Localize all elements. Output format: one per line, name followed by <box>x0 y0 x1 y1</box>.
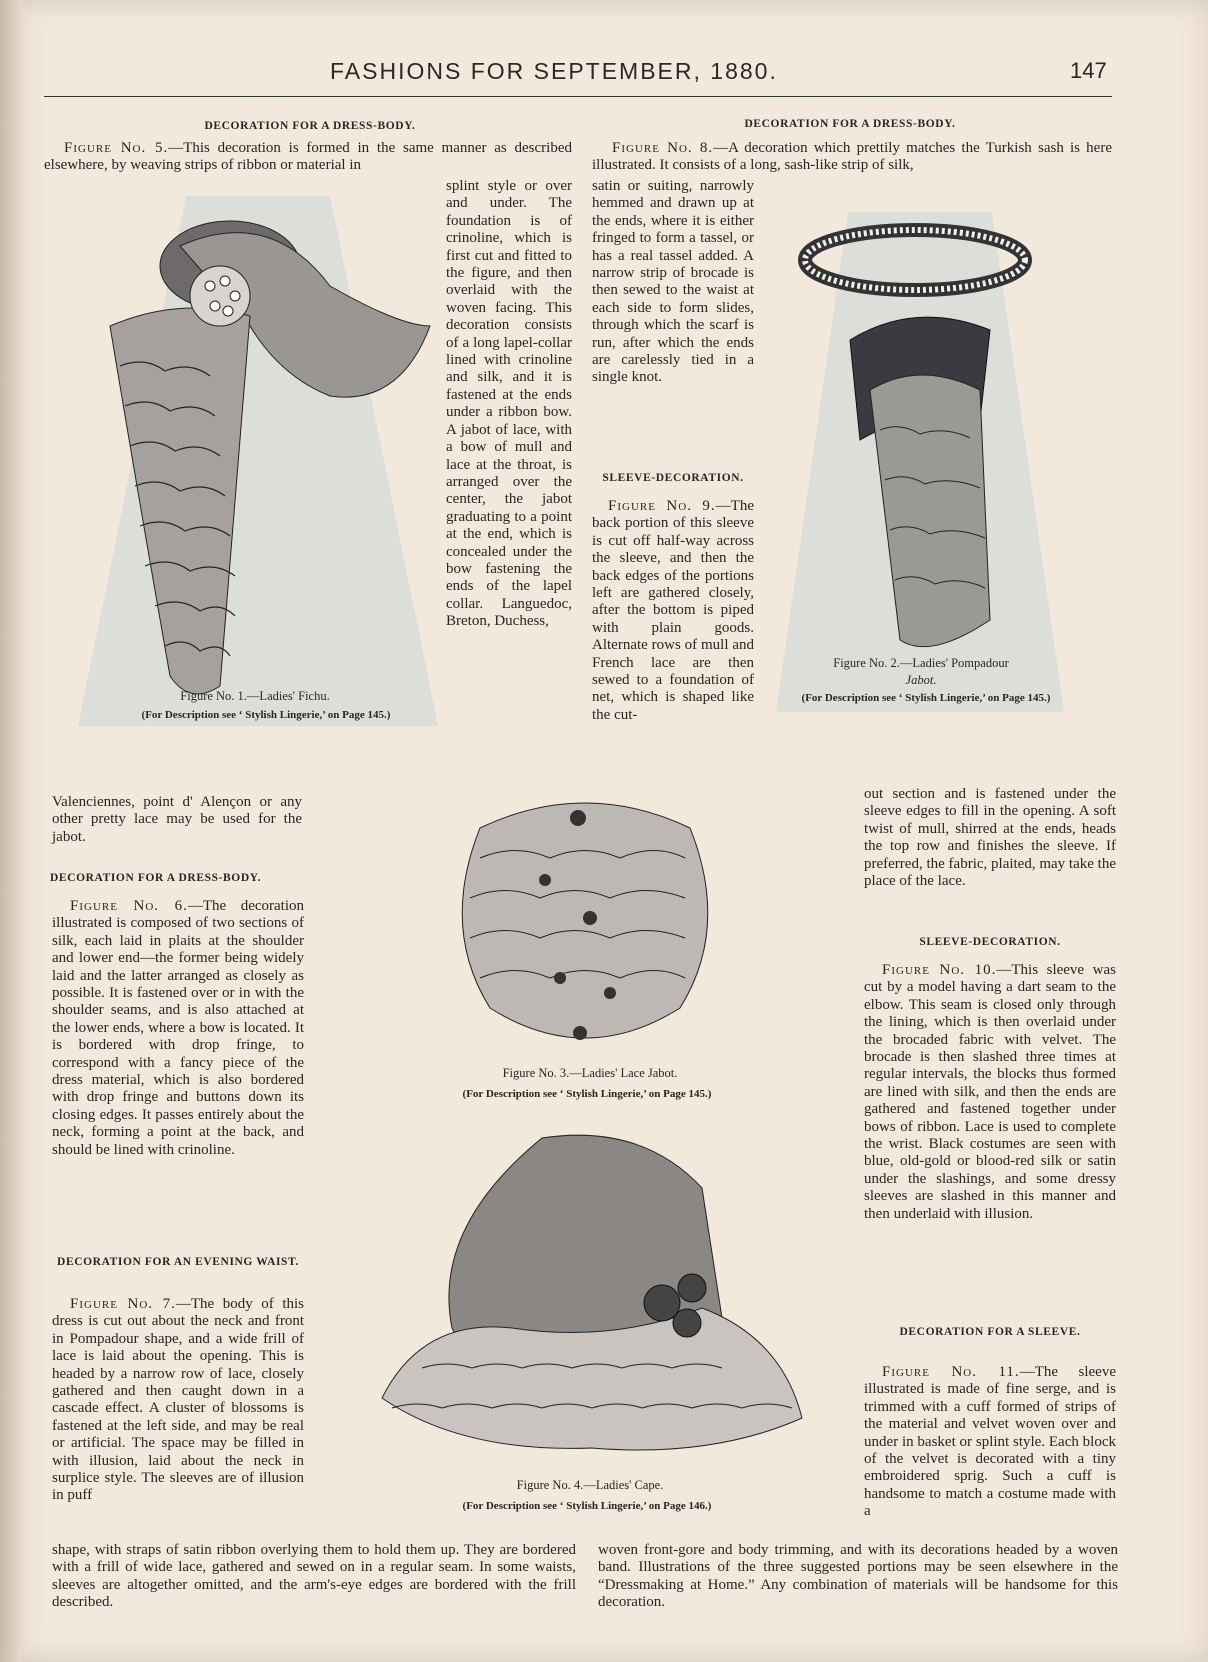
fig7-bottom-text: shape, with straps of satin ribbon overlying them to hold them up. They are bordered with a frill of wide lace, gathered and sewed on in a regular seam. In some waists, sleeves are altogether omitted, and the arm's-eye edges are bordered with the frill described. <box>52 1542 576 1611</box>
fig9-text: Figure No. 9.—The back portion of this sleeve is cut off half-way across the sleeve, and then the back edges of the portions left are gathered closely, after the bottom is piped with plain goods. Alternate rows of mull and French lace are then sewed to a foundation of net, which is shaped like the cut- <box>592 498 754 723</box>
page-header-title: FASHIONS FOR SEPTEMBER, 1880. <box>330 58 778 84</box>
fig2-caption-2: Jabot. <box>905 673 937 687</box>
heading-fig7: DECORATION FOR AN EVENING WAIST. <box>57 1256 299 1268</box>
fig4-note: (For Description see ‘ Stylish Lingerie,’ on Page 146.) <box>462 1500 712 1512</box>
fig5-label: Figure No. 5. <box>64 140 169 156</box>
fig1-note: (For Description see ‘ Stylish Lingerie,’ on Page 145.) <box>141 709 391 721</box>
fig3-caption: Figure No. 3.—Ladies' Lace Jabot. <box>502 1066 678 1080</box>
cape-illustration <box>362 1128 812 1468</box>
fig8-intro: Figure No. 8.—A decoration which prettily matches the Turkish sash is here illustrated. It consists of a long, sash-like strip of silk, <box>592 140 1112 174</box>
pompadour-jabot-illustration <box>790 220 1050 670</box>
page-binding-shadow <box>0 0 22 1662</box>
fig5-continuation: Valenciennes, point d' Alençon or any other pretty lace may be used for the jabot. <box>52 794 302 845</box>
fig11-bottom-text: woven front-gore and body trimming, and with its decorations headed by a woven band. Illustrations of the three suggested portions may be seen elsewhere in the “Dressmaking at Home.” Any combination of materials will be handsome for this decoration. <box>598 1542 1118 1611</box>
fig4-caption: Figure No. 4.—Ladies' Cape. <box>516 1478 664 1492</box>
fig5-body: splint style or over and under. The foundation is of crinoline, which is first cut and fitted to the figure, and then overlaid with the woven facing. This decoration consists of a long lapel-collar lined with crinoline and silk, and it is fastened at the ends under a ribbon bow. A jabot of lace, with a bow of mull and lace at the throat, is arranged over the center, the jabot graduating to a point at the end, which is concealed under the bow fastening the ends of the lapel collar. Languedoc, Breton, Duchess, <box>446 178 572 630</box>
fig10-text: Figure No. 10.—This sleeve was cut by a model having a dart seam to the elbow. This seam is closed only through the lining, which is then overlaid under the brocaded fabric with velvet. The brocade is then slashed three times at regular intervals, the blocks thus formed are lined with silk, and then the ends are gathered and fastened together under bows of ribbon. Lace is used to complete the wrist. Black costumes are seen with blue, old-gold or blood-red silk or satin under the slashings, and some dressy sleeves are slashed in this manner and then underlaid with illusion. <box>864 962 1116 1222</box>
heading-fig6: DECORATION FOR A DRESS-BODY. <box>50 872 262 884</box>
heading-fig10: SLEEVE-DECORATION. <box>919 936 1061 948</box>
fichu-illustration <box>100 206 430 726</box>
fig2-note: (For Description see ‘ Stylish Lingerie,’ on Page 145.) <box>801 692 1051 704</box>
fig5-intro: Figure No. 5.—This decoration is formed in the same manner as described elsewhere, by weaving strips of ribbon or material in <box>44 140 572 174</box>
fig6-text: Figure No. 6.—The decoration illustrated is composed of two sections of silk, each laid in plaits at the shoulder and lower end—the former being widely laid and the latter arranged as closely as possible. It is fastened over or in with the shoulder seams, and is also attached at the lower ends, where a bow is located. It is bordered with drop fringe, to correspond with a fancy piece of the dress material, which is also bordered with drop fringe and buttons down its closing edges. It passes entirely about the neck, forming a point at the back, and should be lined with crinoline. <box>52 898 304 1158</box>
fig11-text: Figure No. 11.—The sleeve illustrated is made of fine serge, and is trimmed with a cuff formed of strips of the material and velvet woven over and under in basket or splint style. Each block of the velvet is decorated with a tiny embroidered sprig. Such a cuff is handsome to match a costume made with a <box>864 1364 1116 1520</box>
fig2-caption: Figure No. 2.—Ladies' Pompadour <box>833 656 1009 670</box>
lace-jabot-illustration <box>440 788 730 1058</box>
fig1-caption: Figure No. 1.—Ladies' Fichu. <box>180 689 330 703</box>
fig8-body: satin or suiting, narrowly hemmed and drawn up at the ends, where it is either fringed to form a tassel, or has a real tassel added. A narrow strip of brocade is then sewed to the waist at each side to form slides, through which the scarf is run, after which the ends are carelessly tied in a single knot. <box>592 178 754 386</box>
heading-fig9: SLEEVE-DECORATION. <box>602 472 744 484</box>
heading-fig5: DECORATION FOR A DRESS-BODY. <box>204 120 416 132</box>
heading-fig11: DECORATION FOR A SLEEVE. <box>899 1326 1081 1338</box>
page-number: 147 <box>1070 58 1107 83</box>
fig8-label: Figure No. 8. <box>612 140 714 156</box>
fig7-text: Figure No. 7.—The body of this dress is cut out about the neck and front in Pompadour shape, and a wide frill of lace is laid about the opening. This is headed by a narrow row of lace, closely gathered and then caught down in a cascade effect. A cluster of blossoms is fastened at the left side, and may be real or artificial. The space may be filled in with illusion, laid about the neck in surplice style. The sleeves are of illusion in puff <box>52 1296 304 1504</box>
heading-fig8: DECORATION FOR A DRESS-BODY. <box>744 118 956 130</box>
header-rule <box>44 96 1112 97</box>
fig9-continuation: out section and is fastened under the sleeve edges to fill in the opening. A soft twist of mull, shirred at the ends, heads the top row and finishes the sleeve. If preferred, the fabric, plaited, may take the place of the lace. <box>864 786 1116 890</box>
fig3-note: (For Description see ‘ Stylish Lingerie,’ on Page 145.) <box>462 1088 712 1100</box>
